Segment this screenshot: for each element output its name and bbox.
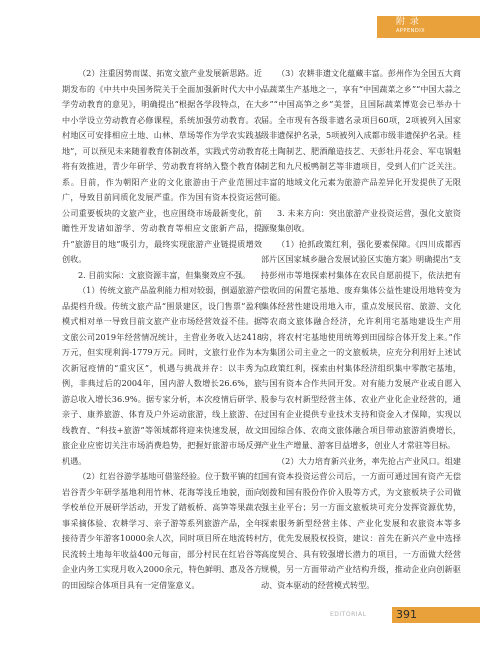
paragraph: （1）抢抓政策红利，强化要素保障。《四川成都西部片区国家城乡融合发展试验区实施方案》明确提出“支持彭州市等地探索村集体在农民自愿前提下，依法把有偿收回的闲置宅基地、废弃集体公益性建设用地转变为集体经营性建设用地入市，重点发展民宿、旅游、文化等农商文旅体融合经济，允许利用宅基地建设生产用房，将农村宅基地使用统筹到田园综合体开发上来。”作为集团公司主业之一的文旅板块，应充分利用好上述试点政策红利，探索由村集体经济组织集中零散宅基地，与国有资本合作共同开发。对有能力发展产业或自愿入股参与农村新型经营主体、农业产业化企业经营的，通过国有企业提供专业技术支持和资金入才保障，实现以田园综合体、农商文旅体融合项目带动旅游消费增长，产业生产增量、游客目益增多，创业人才常驻等目标。 [261,238,461,450]
paragraph: 3. 未来方向：突出旅游产业投资运营，强化文旅资源聚集创收。 [261,207,461,233]
paragraph: （2）注重因势而谋、拓宽文旅产业发展新思路。近期发布的《中共中央国务院关于全面加强新时代大中小学劳动教育的意见》，明确提出“根据各学段特点，在大中小学设立劳动教育必修课程，系统加强劳动教育。农村地区可安排相应土地、山林、草场等作为学农实践基地”，可以预见未来随着教育体制改革，实践式劳动教育将有效推进，青少年研学、劳动教育将纳入整个教育体系。目前，作为朝阳产业的文化旅游由于产业范围过广，导致目前同质化发展严重。作为国有资本投资运营公司重要板块的文旅产业，也应围绕市场最新变化，前瞻性开发诸如游学、劳动教育等相应文旅新产品，提升“旅游目的地”吸引力，最终实现旅游产业链提质增效创收。 [62,68,262,264]
page-number: 391 [396,608,417,621]
paragraph: （1）传统文旅产品盈利能力相对较弱，倒逼旅游产品提档升级。传统文旅产品“围景建区，设门售票”盈利模式相对单一导致目前文旅产业市场经营效益不佳。据文旅公司2019年经营情况统计，主营业务收入达2418万元，但实现利润-1779万元。同时，文旅行业作为本次新冠疫情的“重灾区”，机遇与挑战并存：以丰秀为例，非典过后的2004年，国内游人数增长26.6%，旅游总收入增长36.9%。据专家分析，本次疫情后研学、亲子、康养旅游、体育及户外运动旅游，线上旅游、在线教育、“科技+旅游”等领域都将迎来快速发展，故文旅企业应密切关注市场消费趋势，把握好旅游市场反弹机遇。 [62,285,262,466]
paragraph: （2）大力培育新兴业务，率先抢占产业风口。组建国有资本投资运营公司后，一方面可通过国有资产无偿划拨和国有股份作价入股等方式，为文旅板块子公司做强主业平台；另一方面文旅板块可充分发挥资源优势，探索服务新型经营主体、产业化发展和农旅资本等多方，优先发展股权投资，建议：首先在新兴产业中选择高度契合、具有较强增长潜力的项目，一方面做大经营规模，另一方面带动产业结构升级，推动企业向创新驱动、资本驱动的经营模式转型。 [261,455,461,590]
paragraph: （2）红岩谷游学基地可借鉴经验。位于数平镇的红岩谷青少年研学基地利用竹林、花海等浅丘地貌，面向学校单位开展研学活动，开发了踏板桥、高笋等果蔬农事采摘体验、农耕学习、亲子游等系列旅游产品，全年接待青少年游客10000余人次，同时项目所在地流转村民流转土地每年收益400元每亩，部分村民在红岩谷等企业内务工实现月收入2000余元，特色鲜明、惠及各方的田园综合体项目具有一定借鉴意义。 [62,471,262,590]
footer-watermark: EDITORIAL [330,611,367,618]
right-column [261,66,461,593]
paragraph: （3）农耕非遗文化蕴藏丰富。彭州作为全国五大商品蔬菜生产基地之一，享有“中国蔬菜之乡”“中国大蒜之乡”“中国高笋之乡”美誉，且国际蔬菜博览会已举办十届。全市现有各级非遗名录项目60项，2项被列入国家级非遗保护名录，5项被列入成都市级非遗保护名录。桂花土陶制艺、肥酒酿造技艺、天彭牡丹花会、军屯锅魁制艺和九尺板鸭制艺等非遗项目，受到人们广泛关注。丰富的地域文化元素为旅游产品差异化开发提供了无限可能。 [261,68,461,202]
left-column [62,66,262,593]
paragraph: 2. 目前实际：文旅资源丰富，但集聚效应不强。 [78,269,251,280]
appendix-header-tab [377,16,480,38]
appendix-header-subtitle: APPENDIX [396,28,426,34]
appendix-header-title: 附 录 [396,17,420,27]
